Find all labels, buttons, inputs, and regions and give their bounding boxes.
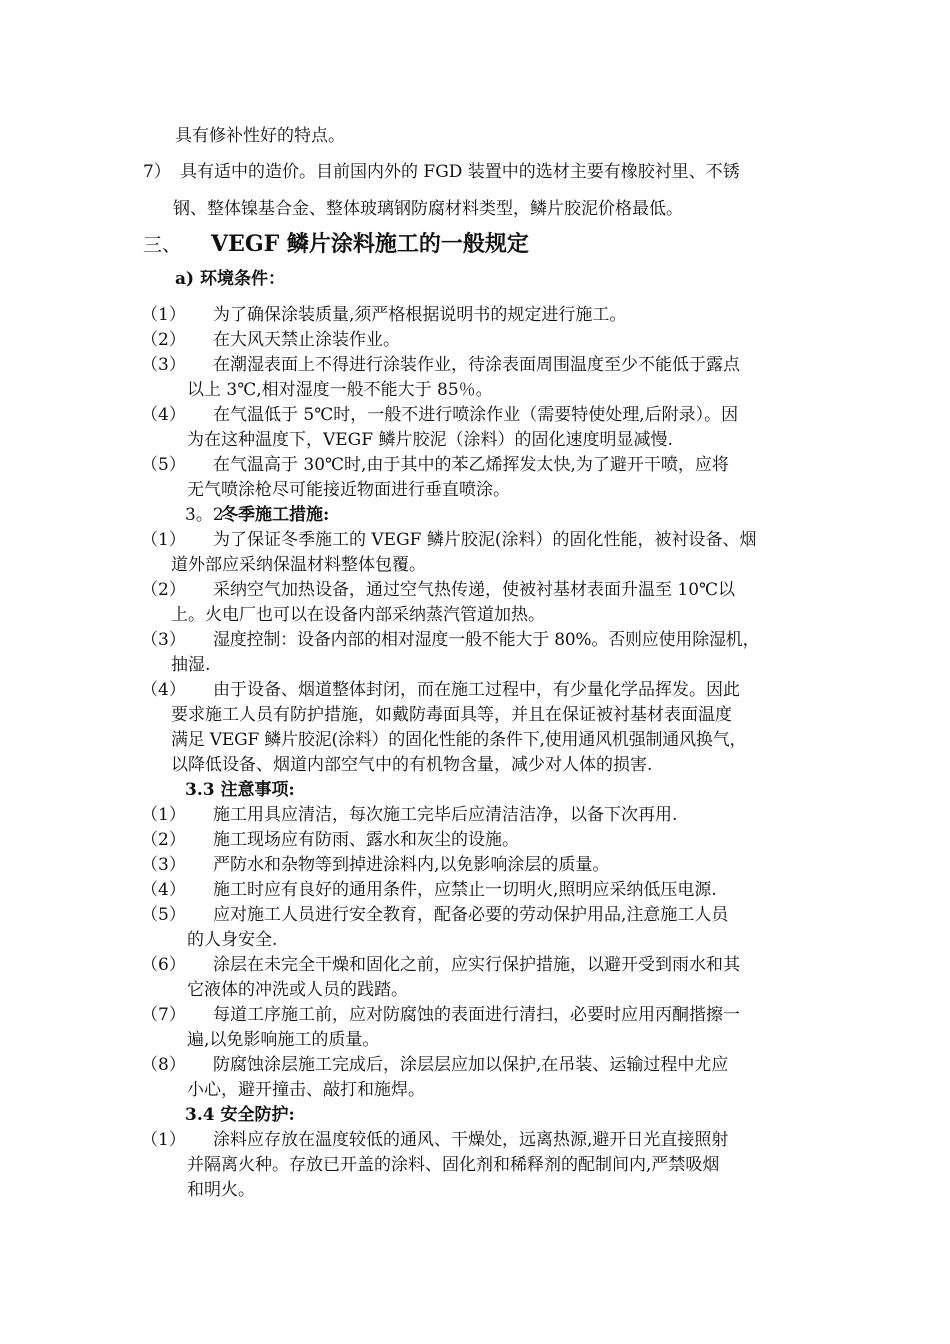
intro-line: 具有修补性好的特点。 xyxy=(175,126,345,146)
list-number: （5） xyxy=(141,905,186,925)
list-item-line: 以上 3℃,相对湿度一般不能大于 85％。 xyxy=(187,380,493,400)
list-number: （1） xyxy=(141,530,186,550)
subsection-heading: 冬季施工措施: xyxy=(221,505,330,525)
list-item-line: 小心，避开撞击、敲打和施焊。 xyxy=(187,1080,425,1100)
list-item-line: 道外部应采纳保温材料整体包覆。 xyxy=(171,555,426,575)
list-number: （1） xyxy=(141,305,186,325)
subsection-heading: 3.4 安全防护: xyxy=(185,1105,295,1125)
list-number: （2） xyxy=(141,330,186,350)
list-item-line: 在大风天禁止涂装作业。 xyxy=(213,330,400,350)
section-number: 三、 xyxy=(143,234,182,256)
subsection-heading: 3.3 注意事项: xyxy=(185,780,295,800)
list-item-line: 每道工序施工前，应对防腐蚀的表面进行清扫，必要时应用丙酮揩擦一 xyxy=(213,1005,740,1025)
list-number: （6） xyxy=(141,955,186,975)
list-item-line: 的人身安全. xyxy=(187,930,278,950)
list-number: （1） xyxy=(141,805,186,825)
list-number: （8） xyxy=(141,1055,186,1075)
list-item-line: 涂层在未完全干燥和固化之前，应实行保护措施，以避开受到雨水和其 xyxy=(213,955,740,975)
list-number: （1） xyxy=(141,1130,186,1150)
list-item-line: 它液体的冲洗或人员的践踏。 xyxy=(187,980,408,1000)
list-item-line: 要求施工人员有防护措施，如戴防毒面具等，并且在保证被衬基材表面温度 xyxy=(171,705,732,725)
list-item-line: 上。火电厂也可以在设备内部采纳蒸汽管道加热。 xyxy=(171,605,545,625)
list-item-line: 为在这种温度下，VEGF 鳞片胶泥（涂料）的固化速度明显减慢. xyxy=(187,430,673,450)
list-item-line: 采纳空气加热设备，通过空气热传递，使被衬基材表面升温至 10℃以 xyxy=(213,580,736,600)
list-number: （3） xyxy=(141,355,186,375)
list-item-line: 在气温高于 30℃时,由于其中的苯乙烯挥发太快,为了避开干喷，应将 xyxy=(213,455,729,475)
list-item-line: 在气温低于 5℃时，一般不进行喷涂作业（需要特使处理,后附录）。因 xyxy=(213,405,739,425)
list-item-line: 在潮湿表面上不得进行涂装作业，待涂表面周围温度至少不能低于露点 xyxy=(213,355,740,375)
list-item-line: 遍,以免影响施工的质量。 xyxy=(187,1030,380,1050)
list-number: 7） xyxy=(143,162,171,182)
list-item-line: 和明火。 xyxy=(187,1180,255,1200)
list-item-line: 并隔离火种。存放已开盖的涂料、固化剂和稀释剂的配制间内,严禁吸烟 xyxy=(187,1155,720,1175)
list-item-line: 严防水和杂物等到掉进涂料内,以免影响涂层的质量。 xyxy=(213,855,610,875)
list-item-line: 施工用具应清洁，每次施工完毕后应清洁洁净，以备下次再用. xyxy=(213,805,678,825)
intro-item-line: 钢、整体镍基合金、整体玻璃钢防腐材料类型，鳞片胶泥价格最低。 xyxy=(173,199,683,219)
list-item-line: 施工现场应有防雨、露水和灰尘的设施。 xyxy=(213,830,519,850)
list-item-line: 为了确保涂装质量,须严格根据说明书的规定进行施工。 xyxy=(213,305,627,325)
list-number: （7） xyxy=(141,1005,186,1025)
list-item-line: 涂料应存放在温度较低的通风、干燥处，远离热源,避开日光直接照射 xyxy=(213,1130,729,1150)
subsection-number: 3。2 xyxy=(185,505,224,525)
list-item-line: 以降低设备、烟道内部空气中的有机物含量，减少对人体的损害. xyxy=(171,755,653,775)
list-number: （4） xyxy=(141,405,186,425)
list-number: （2） xyxy=(141,830,186,850)
list-number: （3） xyxy=(141,630,186,650)
list-item-line: 满足 VEGF 鳞片胶泥(涂料）的固化性能的条件下,使用通风机强制通风换气， xyxy=(171,730,747,750)
list-item-line: 无气喷涂枪尽可能接近物面进行垂直喷涂。 xyxy=(187,480,510,500)
list-number: （4） xyxy=(141,880,186,900)
list-number: （5） xyxy=(141,455,186,475)
list-item-line: 湿度控制：设备内部的相对湿度一般不能大于 80%。否则应使用除湿机， xyxy=(213,630,760,650)
section-title: VEGF 鳞片涂料施工的一般规定 xyxy=(211,231,529,257)
list-item-line: 由于设备、烟道整体封闭，而在施工过程中，有少量化学品挥发。因此 xyxy=(213,680,740,700)
list-item-line: 为了保证冬季施工的 VEGF 鳞片胶泥(涂料）的固化性能，被衬设备、烟 xyxy=(213,530,757,550)
list-number: （4） xyxy=(141,680,186,700)
list-item-line: 施工时应有良好的通用条件，应禁止一切明火,照明应采纳低压电源. xyxy=(213,880,717,900)
list-item-line: 抽湿. xyxy=(171,655,211,675)
list-number: （2） xyxy=(141,580,186,600)
list-item-line: 防腐蚀涂层施工完成后，涂层层应加以保护,在吊装、运输过程中尤应 xyxy=(213,1055,729,1075)
list-number: （3） xyxy=(141,855,186,875)
subsection-heading: a) 环境条件： xyxy=(175,269,285,289)
list-item-line: 应对施工人员进行安全教育，配备必要的劳动保护用品,注意施工人员 xyxy=(213,905,729,925)
intro-item-line: 具有适中的造价。目前国内外的 FGD 装置中的选材主要有橡胶衬里、不锈 xyxy=(180,162,740,182)
